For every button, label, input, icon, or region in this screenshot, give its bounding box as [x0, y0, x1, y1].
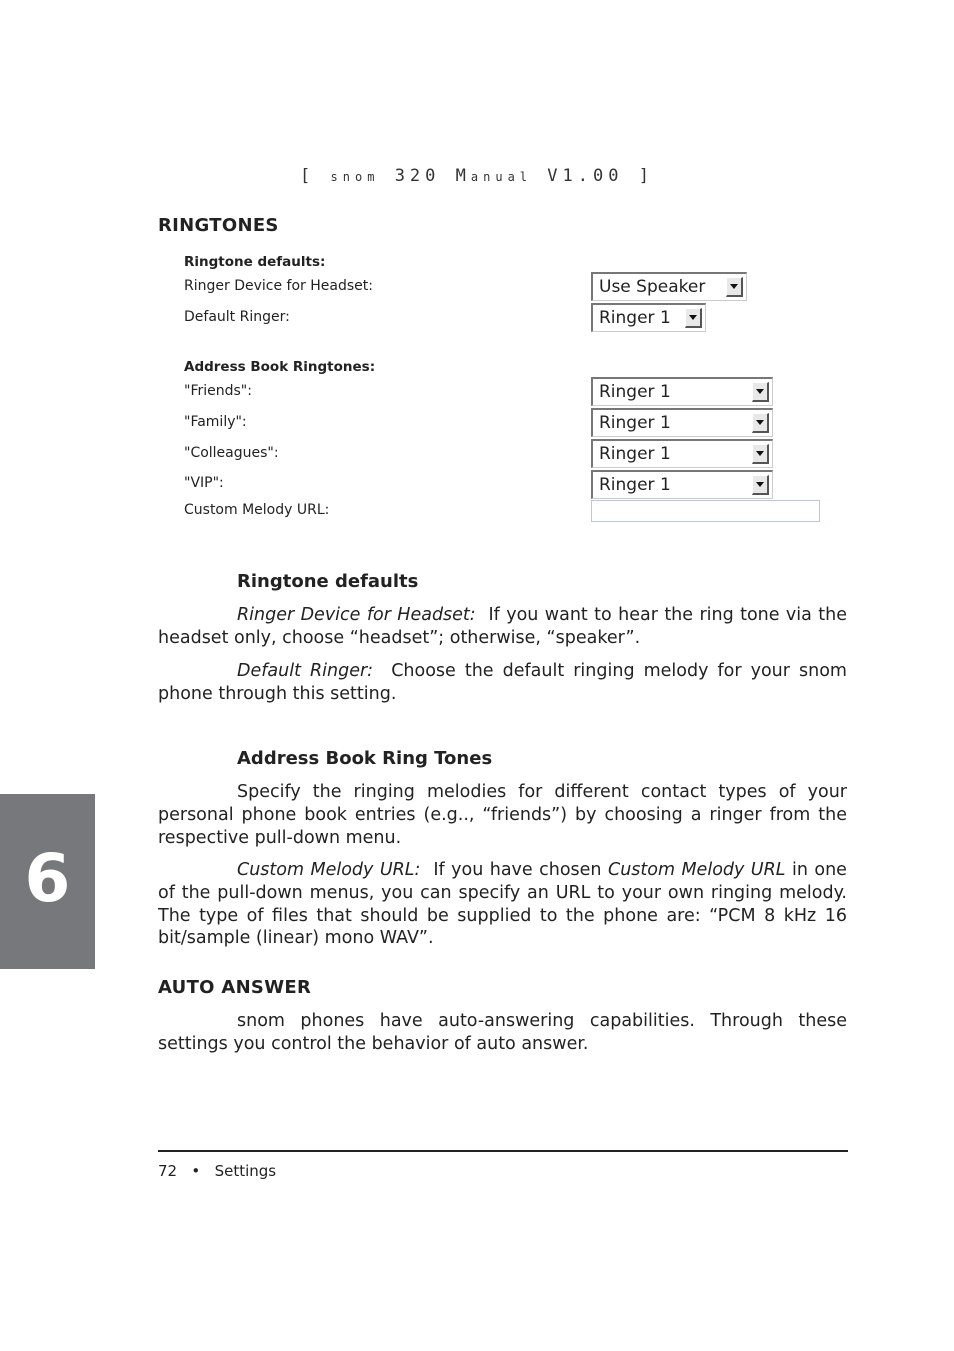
- custom-melody-paragraph: Custom Melody URL: If you have chosen Custom Melody URL in one of the pull-down menus, you can specify an URL to your own ringing melody. The type of files that should be supplied to the phone are: “PCM 8 kHz 16 bit/sample (linear) mono WAV”.: [158, 860, 847, 949]
- colleagues-ringer-select[interactable]: [591, 439, 773, 468]
- family-ringer-select[interactable]: [591, 408, 773, 437]
- ringer-device-paragraph: Ringer Device for Headset: If you want to hear the ring tone via the headset only, choose “headset”; otherwise, “speaker”.: [158, 605, 847, 648]
- chapter-tab: [0, 794, 95, 969]
- ringer-device-select[interactable]: [591, 272, 747, 301]
- header-version: V1.00: [547, 166, 624, 186]
- default-ringer-paragraph: Default Ringer: Choose the default ringing melody for your snom phone through this setting.: [158, 661, 847, 704]
- family-ringer-value: Ringer 1: [599, 413, 671, 433]
- auto-answer-paragraph: snom phones have auto-answering capabilities. Through these settings you control the behavior of auto answer.: [158, 1011, 847, 1054]
- header-model: 320: [394, 166, 441, 186]
- header-bracket-open: [: [300, 166, 316, 186]
- ringer-device-value: Use Speaker: [599, 277, 706, 297]
- ringer-device-label: Ringer Device for Headset:: [184, 278, 373, 294]
- chevron-down-icon[interactable]: [752, 382, 769, 402]
- friends-ringer-select[interactable]: [591, 377, 773, 406]
- running-header: [0, 166, 954, 186]
- custom-url-label: Custom Melody URL:: [184, 502, 330, 518]
- vip-ringer-select[interactable]: [591, 470, 773, 499]
- header-brand: snom: [330, 170, 380, 184]
- default-ringer-label: Default Ringer:: [184, 309, 290, 325]
- friends-label: "Friends":: [184, 383, 252, 399]
- auto-answer-heading: AUTO ANSWER: [158, 977, 312, 998]
- address-book-title: Address Book Ringtones:: [184, 359, 376, 375]
- vip-label: "VIP":: [184, 475, 224, 491]
- chevron-down-icon[interactable]: [752, 475, 769, 495]
- custom-melody-url-input[interactable]: [591, 500, 820, 522]
- address-book-heading: Address Book Ring Tones: [237, 748, 493, 769]
- default-ringer-select[interactable]: [591, 303, 706, 332]
- footer-bullet: •: [191, 1162, 201, 1180]
- friends-ringer-value: Ringer 1: [599, 382, 671, 402]
- ringtones-heading: RINGTONES: [158, 215, 279, 236]
- vip-ringer-value: Ringer 1: [599, 475, 671, 495]
- chevron-down-icon[interactable]: [685, 308, 702, 328]
- chapter-number: 6: [24, 840, 71, 917]
- colleagues-label: "Colleagues":: [184, 445, 279, 461]
- page-footer: [158, 1162, 276, 1180]
- family-label: "Family":: [184, 414, 247, 430]
- page-number: 72: [158, 1162, 178, 1180]
- footer-section: Settings: [214, 1162, 277, 1180]
- chevron-down-icon[interactable]: [726, 277, 743, 297]
- colleagues-ringer-value: Ringer 1: [599, 444, 671, 464]
- ringtone-defaults-heading: Ringtone defaults: [237, 571, 419, 592]
- address-book-paragraph: Specify the ringing melodies for different contact types of your personal phone book entries (e.g.., “friends”) by choosing a ringer from the respective pull-down menu.: [158, 782, 847, 848]
- footer-rule: [158, 1150, 848, 1152]
- chevron-down-icon[interactable]: [752, 413, 769, 433]
- header-manual: Manual: [455, 166, 533, 186]
- ringtone-defaults-title: Ringtone defaults:: [184, 254, 326, 270]
- header-bracket-close: ]: [638, 166, 654, 186]
- default-ringer-value: Ringer 1: [599, 308, 671, 328]
- chevron-down-icon[interactable]: [752, 444, 769, 464]
